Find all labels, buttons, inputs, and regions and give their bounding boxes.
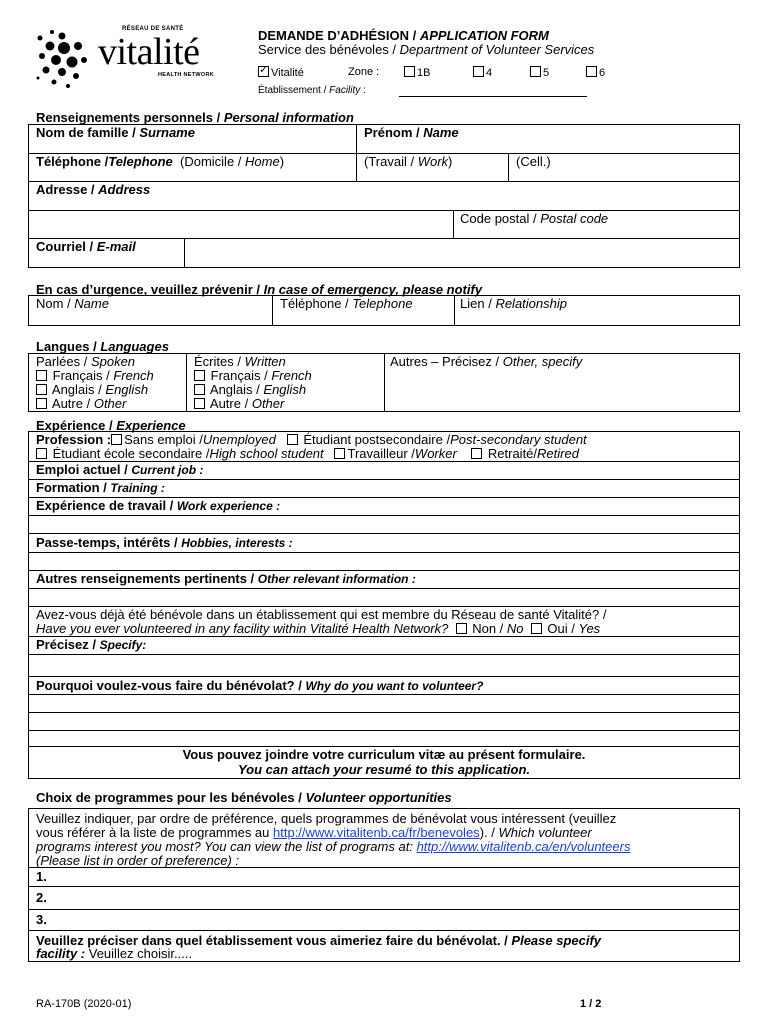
emergency-name-label: Nom / Name <box>36 296 109 311</box>
phone-home-label: Téléphone /Telephone (Domicile / Home) <box>36 154 285 169</box>
zone-option-1b: 1B <box>404 66 430 79</box>
other-languages-header: Autres – Précisez / Other, specify <box>390 354 583 369</box>
logo-network-en: HEALTH NETWORK <box>158 72 215 78</box>
postal-code-label: Code postal / Postal code <box>460 211 609 226</box>
other-languages-input[interactable] <box>386 369 738 411</box>
zone-row: ✓Vitalité <box>258 66 304 79</box>
surname-label: Nom de famille / Surname <box>36 125 195 140</box>
logo-network-fr: RÉSEAU DE SANTÉ <box>122 26 184 32</box>
programs-intro-line-1: Veuillez indiquer, par ordre de préférence, quels programmes de bénévolat vous intéressent (veuillez <box>36 811 617 826</box>
zone-6-checkbox[interactable] <box>586 66 597 77</box>
address-label: Adresse / Address <box>36 182 151 197</box>
spoken-english: Anglais / English <box>36 382 148 397</box>
zone-1b-checkbox[interactable] <box>404 66 415 77</box>
form-code: RA-170B (2020-01) <box>36 998 132 1010</box>
facility-question: Veuillez préciser dans quel établissement vous aimeriez faire du bénévolat. / Please specify <box>36 933 602 948</box>
retired-checkbox[interactable] <box>471 448 482 459</box>
work-experience-label: Expérience de travail / Work experience : <box>36 498 281 513</box>
experience-section-title: Expérience / Experience <box>36 418 186 433</box>
training-label: Formation / Training : <box>36 480 165 495</box>
spoken-other: Autre / Other <box>36 396 126 411</box>
spoken-french: Français / French <box>36 368 154 383</box>
profession-row-1: Profession : Sans emploi /Unemployed Étudiant postsecondaire /Post-secondary student <box>36 432 587 447</box>
spoken-header: Parlées / Spoken <box>36 354 136 369</box>
facility-question-line-2: facility : Veuillez choisir..... <box>36 946 193 961</box>
program-choice-3[interactable]: 3. <box>36 912 47 927</box>
email-label: Courriel / E-mail <box>36 239 136 254</box>
volunteered-question-en: Have you ever volunteered in any facility within Vitalité Health Network? Non / No Oui / Yes <box>36 621 601 636</box>
programs-link-fr[interactable]: http://www.vitalitenb.ca/fr/benevoles <box>273 825 480 840</box>
written-other-checkbox[interactable] <box>194 398 205 409</box>
surname-input[interactable] <box>29 140 355 152</box>
address-input[interactable] <box>29 211 452 237</box>
establishment-label: Établissement / Facility : <box>258 85 366 96</box>
form-title: DEMANDE D’ADHÉSION / APPLICATION FORM <box>258 28 549 43</box>
unemployed-checkbox[interactable] <box>111 434 122 445</box>
written-english-checkbox[interactable] <box>194 384 205 395</box>
specify-input[interactable] <box>29 655 739 675</box>
why-volunteer-input[interactable] <box>29 695 739 745</box>
programs-section-title: Choix de programmes pour les bénévoles / Volunteer opportunities <box>36 790 452 805</box>
phone-work-label: (Travail / Work) <box>364 154 453 169</box>
why-volunteer-label: Pourquoi voulez-vous faire du bénévolat? / Why do you want to volunteer? <box>36 678 484 693</box>
form-subtitle: Service des bénévoles / Department of Volunteer Services <box>258 42 595 57</box>
program-choice-2[interactable]: 2. <box>36 890 47 905</box>
volunteered-yes-checkbox[interactable] <box>531 623 542 634</box>
written-french: Français / French <box>194 368 312 383</box>
written-other: Autre / Other <box>194 396 284 411</box>
hobbies-label: Passe-temps, intérêts / Hobbies, interests : <box>36 535 293 550</box>
programs-intro-line-2: vous référer à la liste de programmes au http://www.vitalitenb.ca/fr/benevoles). / Which volunteer <box>36 825 592 840</box>
programs-intro-line-4: (Please list in order of preference) : <box>36 853 240 868</box>
volunteered-no-checkbox[interactable] <box>456 623 467 634</box>
emergency-relationship-label: Lien / Relationship <box>460 296 567 311</box>
languages-section-title: Langues / Languages <box>36 339 169 354</box>
programs-intro-line-3: programs interest you most? You can view the list of programs at: http://www.vitalitenb.ca/en/volunteers <box>36 839 631 854</box>
emergency-section-title: En cas d’urgence, veuillez prévenir / In case of emergency, please notify <box>36 282 483 297</box>
hobbies-input[interactable] <box>29 553 739 569</box>
zone-label: Zone : <box>348 66 380 78</box>
phone-cell-label: (Cell.) <box>516 154 551 169</box>
logo <box>30 24 220 94</box>
zone-5-checkbox[interactable] <box>530 66 541 77</box>
highschool-checkbox[interactable] <box>36 448 47 459</box>
current-job-label: Emploi actuel / Current job : <box>36 462 204 477</box>
spoken-english-checkbox[interactable] <box>36 384 47 395</box>
profession-row-2: Étudiant école secondaire /High school student Travailleur /Worker Retraité/Retired <box>36 446 579 461</box>
logo-wordmark: vitalité <box>98 31 200 73</box>
spoken-french-checkbox[interactable] <box>36 370 47 381</box>
personal-section-title: Renseignements personnels / Personal information <box>36 110 354 125</box>
other-info-input[interactable] <box>29 589 739 605</box>
worker-checkbox[interactable] <box>334 448 345 459</box>
first-name-label: Prénom / Name <box>364 125 459 140</box>
other-info-label: Autres renseignements pertinents / Other relevant information : <box>36 571 416 586</box>
zone-4-checkbox[interactable] <box>473 66 484 77</box>
cv-note-fr: Vous pouvez joindre votre curriculum vitæ au présent formulaire. <box>182 747 586 762</box>
emergency-phone-label: Téléphone / Telephone <box>280 296 413 311</box>
zone-option-6: 6 <box>586 66 605 79</box>
page-number: 1 / 2 <box>580 998 602 1010</box>
written-english: Anglais / English <box>194 382 306 397</box>
email-input[interactable] <box>185 239 739 267</box>
specify-label: Précisez / Specify: <box>36 637 147 652</box>
written-french-checkbox[interactable] <box>194 370 205 381</box>
vitalite-checkbox[interactable] <box>258 66 269 77</box>
postsecondary-checkbox[interactable] <box>287 434 298 445</box>
volunteered-question-fr: Avez-vous déjà été bénévole dans un établissement qui est membre du Réseau de santé Vitalité? / <box>36 607 607 622</box>
programs-link-en[interactable]: http://www.vitalitenb.ca/en/volunteers <box>416 839 631 854</box>
cv-note-en: You can attach your resumé to this application. <box>237 762 531 777</box>
zone-option-4: 4 <box>473 66 492 79</box>
logo-dots-icon <box>32 26 98 92</box>
zone-option-5: 5 <box>530 66 549 79</box>
establishment-field[interactable] <box>399 96 587 97</box>
work-experience-input[interactable] <box>29 516 739 532</box>
spoken-other-checkbox[interactable] <box>36 398 47 409</box>
written-header: Écrites / Written <box>194 354 286 369</box>
facility-select[interactable]: Veuillez choisir..... <box>88 946 193 961</box>
first-name-input[interactable] <box>357 140 739 152</box>
program-choice-1[interactable]: 1. <box>36 869 47 884</box>
